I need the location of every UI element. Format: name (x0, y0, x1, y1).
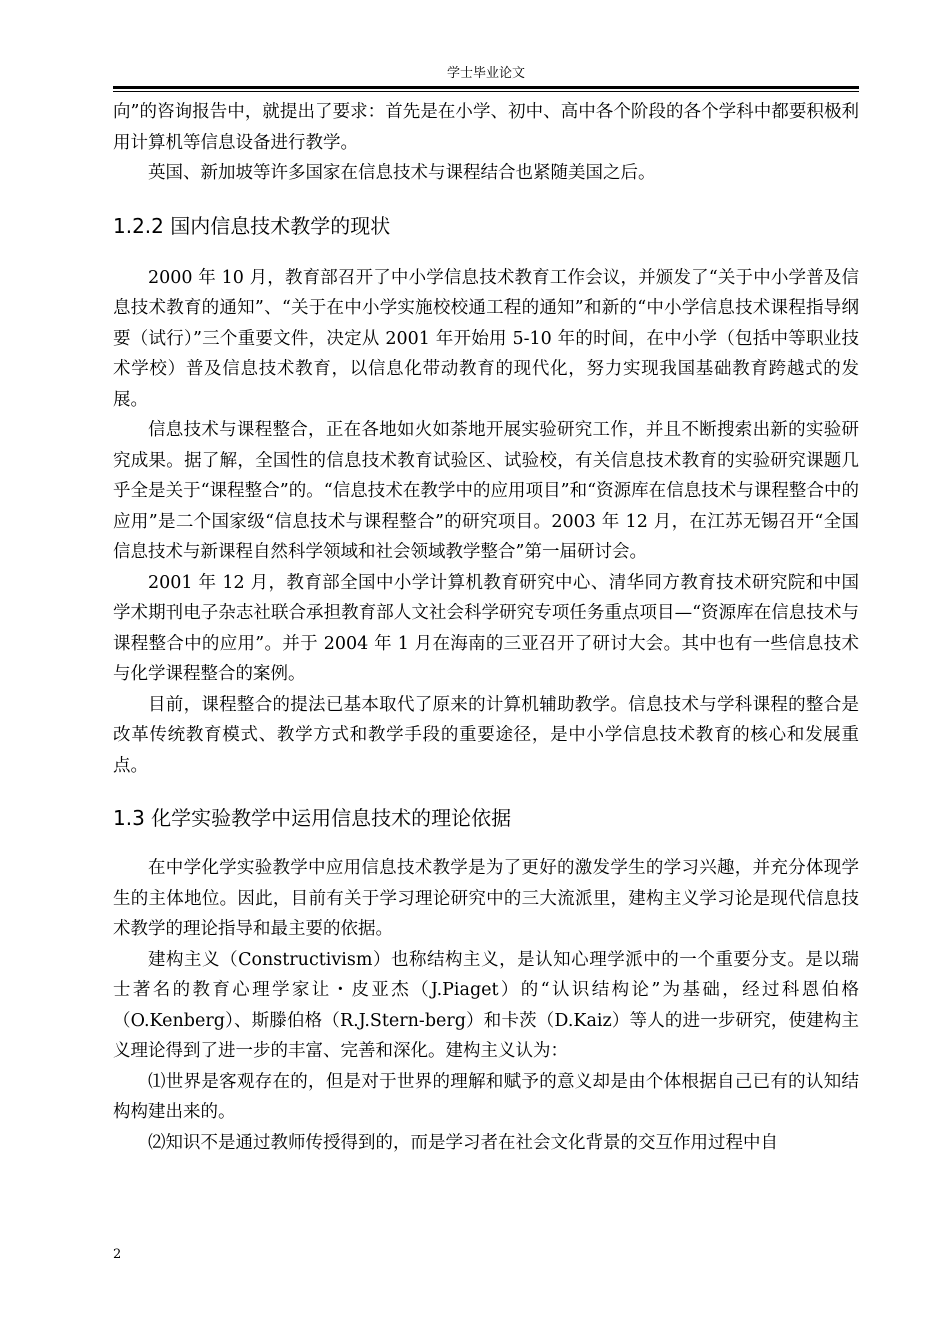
paragraph: 信息技术与课程整合，正在各地如火如荼地开展实验研究工作，并且不断搜索出新的实验研究成果。据了解，全国性的信息技术教育试验区、试验校，有关信息技术教育的实验研究课题几乎全是关于“课程整合”的。“信息技术在教学中的应用项目”和“资源库在信息技术与课程整合中的应用”是二个国家级“信息技术与课程整合”的研究项目。2003 年 12 月，在江苏无锡召开“全国信息技术与新课程自然科学领域和社会领域教学整合”第一届研讨会。 (113, 420, 859, 562)
header-rule-thick (113, 86, 859, 89)
paragraph: 2001 年 12 月，教育部全国中小学计算机教育研究中心、清华同方教育技术研究院和中国学术期刊电子杂志社联合承担教育部人文社会科学研究专项任务重点项目—“资源库在信息技术与课程整合中的应用”。并于 2004 年 1 月在海南的三亚召开了研讨大会。其中也有一些信息技术与化学课程整合的案例。 (113, 572, 859, 684)
page-number: 2 (113, 1247, 122, 1262)
paragraph: 目前，课程整合的提法已基本取代了原来的计算机辅助教学。信息技术与学科课程的整合是改革传统教育模式、教学方式和教学手段的重要途径，是中小学信息技术教育的核心和发展重点。 (113, 694, 859, 776)
paragraph: 建构主义（Constructivism）也称结构主义，是认知心理学派中的一个重要分支。是以瑞士著名的教育心理学家让・皮亚杰（J.Piaget）的“认识结构论”为基础，经过科恩伯格（O.Kenberg）、斯滕伯格（R.J.Stern-berg）和卡茨（D.Kaiz）等人的进一步研究，使建构主义理论得到了进一步的丰富、完善和深化。建构主义认为： (113, 949, 859, 1061)
paragraph: 英国、新加坡等许多国家在信息技术与课程结合也紧随美国之后。 (148, 163, 656, 183)
paragraph-continuation: 向”的咨询报告中，就提出了要求：首先是在小学、初中、高中各个阶段的各个学科中都要积极利用计算机等信息设备进行教学。 (113, 102, 859, 153)
section-heading-1-2-2: 1.2.2 国内信息技术教学的现状 (113, 213, 391, 238)
body-text (113, 97, 859, 1158)
paragraph: 在中学化学实验教学中应用信息技术教学是为了更好的激发学生的学习兴趣，并充分体现学生的主体地位。因此，目前有关于学习理论研究中的三大流派里，建构主义学习论是现代信息技术教学的理论指导和最主要的依据。 (113, 858, 859, 939)
list-item-1: ⑴世界是客观存在的，但是对于世界的理解和赋予的意义却是由个体根据自己已有的认知结构构建出来的。 (113, 1071, 859, 1122)
section-heading-1-3: 1.3 化学实验教学中运用信息技术的理论依据 (113, 806, 512, 830)
header-rule-thin (113, 91, 859, 92)
paragraph: 2000 年 10 月，教育部召开了中小学信息技术教育工作会议，并颁发了“关于中小学普及信息技术教育的通知”、“关于在中小学实施校校通工程的通知”和新的“中小学信息技术课程指导纲要（试行）”三个重要文件，决定从 2001 年开始用 5-10 年的时间，在中小学（包括中等职业技术学校）普及信息技术教育，以信息化带动教育的现代化，努力实现我国基础教育跨越式的发展。 (113, 267, 859, 410)
running-header: 学士毕业论文 (446, 66, 525, 81)
list-item-2: ⑵知识不是通过教师传授得到的，而是学习者在社会文化背景的交互作用过程中自 (148, 1132, 778, 1153)
